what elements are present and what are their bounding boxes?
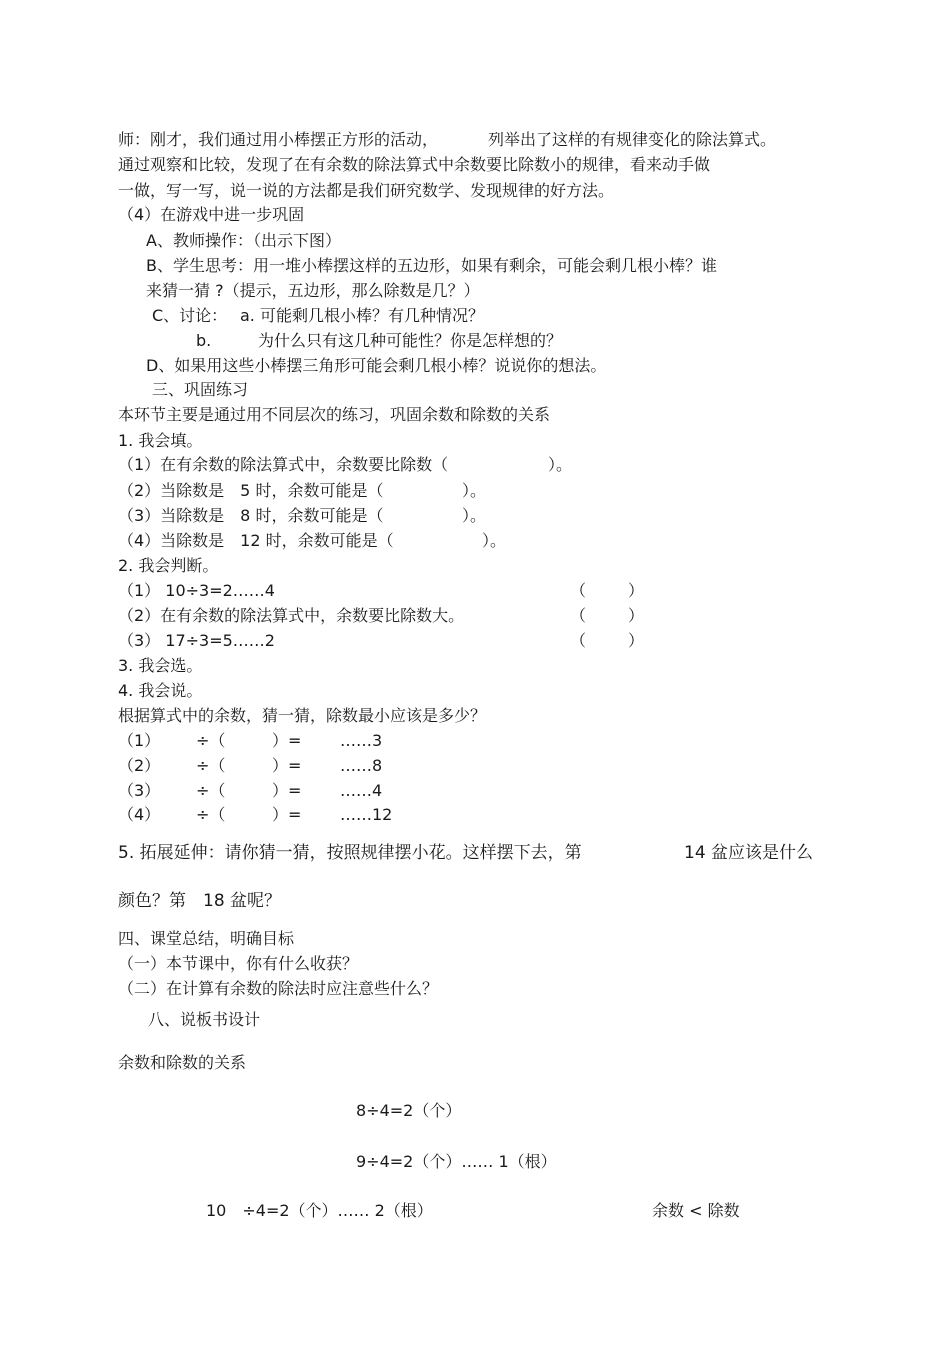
game-step-c-b-label: b. bbox=[196, 331, 212, 350]
board-equation-2: 9÷4=2（个）…… 1（根） bbox=[356, 1152, 557, 1171]
say-intro: 根据算式中的余数，猜一猜，除数最小应该是多少？ bbox=[118, 706, 487, 725]
extend-line-2: 颜色？第 18 盆呢？ bbox=[118, 891, 282, 911]
judge-item-2: （2）在有余数的除法算式中，余数要比除数大。 bbox=[118, 606, 465, 625]
say-item-3-close: ）= bbox=[272, 781, 302, 800]
intro-line-1a: 师：刚才，我们通过用小棒摆正方形的活动， bbox=[118, 130, 439, 149]
judge-item-2-close: ） bbox=[628, 606, 645, 625]
board-equation-1: 8÷4=2（个） bbox=[356, 1101, 462, 1120]
say-item-2-div: ÷（ bbox=[196, 756, 226, 775]
say-item-2-remainder: ……8 bbox=[340, 756, 383, 775]
say-item-3-remainder: ……4 bbox=[340, 781, 383, 800]
summary-heading: 四、课堂总结，明确目标 bbox=[118, 929, 295, 948]
fill-item-2: （2）当除数是 5 时，余数可能是（ bbox=[118, 481, 384, 500]
judge-item-1-close: ） bbox=[628, 581, 645, 600]
choose-title: 3. 我会选。 bbox=[118, 656, 203, 675]
game-step-c-label: C、讨论： bbox=[152, 306, 228, 325]
say-item-2-num: （2） bbox=[118, 756, 161, 775]
board-heading: 八、说板书设计 bbox=[148, 1010, 261, 1029]
practice-heading: 三、巩固练习 bbox=[152, 380, 249, 399]
intro-line-2: 通过观察和比较，发现了在有余数的除法算式中余数要比除数小的规律，看来动手做 bbox=[118, 155, 711, 174]
judge-item-3-open: （ bbox=[570, 631, 587, 650]
board-relation: 余数 < 除数 bbox=[652, 1201, 740, 1220]
say-item-1-num: （1） bbox=[118, 731, 161, 750]
summary-question-1: （一）本节课中，你有什么收获？ bbox=[118, 954, 359, 973]
fill-item-3: （3）当除数是 8 时，余数可能是（ bbox=[118, 506, 384, 525]
judge-item-3: （3） 17÷3=5……2 bbox=[118, 631, 275, 650]
say-item-3-num: （3） bbox=[118, 781, 161, 800]
practice-intro: 本环节主要是通过用不同层次的练习，巩固余数和除数的关系 bbox=[118, 405, 551, 424]
say-item-4-div: ÷（ bbox=[196, 805, 226, 824]
say-item-1-div: ÷（ bbox=[196, 731, 226, 750]
fill-item-3-close: ）。 bbox=[462, 506, 487, 525]
game-step-d: D、如果用这些小棒摆三角形可能会剩几根小棒？说说你的想法。 bbox=[146, 356, 607, 375]
fill-item-1-close: ）。 bbox=[548, 455, 573, 474]
board-equation-3: 10 ÷4=2（个）…… 2（根） bbox=[206, 1201, 433, 1220]
judge-item-3-close: ） bbox=[628, 631, 645, 650]
judge-item-1-open: （ bbox=[570, 581, 587, 600]
extend-line-1: 5. 拓展延伸：请你猜一猜，按照规律摆小花。这样摆下去，第 bbox=[118, 843, 582, 863]
summary-question-2: （二）在计算有余数的除法时应注意些什么？ bbox=[118, 979, 439, 998]
fill-item-4: （4）当除数是 12 时，余数可能是（ bbox=[118, 531, 394, 550]
judge-item-1: （1） 10÷3=2……4 bbox=[118, 581, 275, 600]
intro-line-1b: 列举出了这样的有规律变化的除法算式。 bbox=[488, 130, 777, 149]
judge-title: 2. 我会判断。 bbox=[118, 556, 219, 575]
say-item-1-remainder: ……3 bbox=[340, 731, 383, 750]
say-item-4-close: ）= bbox=[272, 805, 302, 824]
game-step-b-line-2: 来猜一猜 ?（提示，五边形，那么除数是几？） bbox=[146, 281, 480, 300]
fill-item-4-close: ）。 bbox=[482, 531, 507, 550]
say-item-4-remainder: ……12 bbox=[340, 805, 393, 824]
game-step-c-b: 为什么只有这几种可能性？你是怎样想的？ bbox=[258, 331, 563, 350]
game-step-c-a: a. 可能剩几根小棒？有几种情况？ bbox=[240, 306, 484, 325]
game-heading: （4）在游戏中进一步巩固 bbox=[118, 205, 305, 224]
say-item-3-div: ÷（ bbox=[196, 781, 226, 800]
say-item-4-num: （4） bbox=[118, 805, 161, 824]
extend-line-1-end: 14 盆应该是什么 bbox=[684, 843, 814, 863]
intro-line-3: 一做，写一写，说一说的方法都是我们研究数学、发现规律的好方法。 bbox=[118, 181, 615, 200]
fill-item-1: （1）在有余数的除法算式中，余数要比除数（ bbox=[118, 455, 449, 474]
judge-item-2-open: （ bbox=[570, 606, 587, 625]
fill-title: 1. 我会填。 bbox=[118, 431, 203, 450]
game-step-b-line-1: B、学生思考：用一堆小棒摆这样的五边形，如果有剩余，可能会剩几根小棒？谁 bbox=[146, 256, 717, 275]
game-step-a: A、教师操作：（出示下图） bbox=[146, 231, 341, 250]
say-title: 4. 我会说。 bbox=[118, 681, 203, 700]
say-item-1-close: ）= bbox=[272, 731, 302, 750]
board-title: 余数和除数的关系 bbox=[118, 1053, 247, 1072]
fill-item-2-close: ）。 bbox=[462, 481, 487, 500]
say-item-2-close: ）= bbox=[272, 756, 302, 775]
